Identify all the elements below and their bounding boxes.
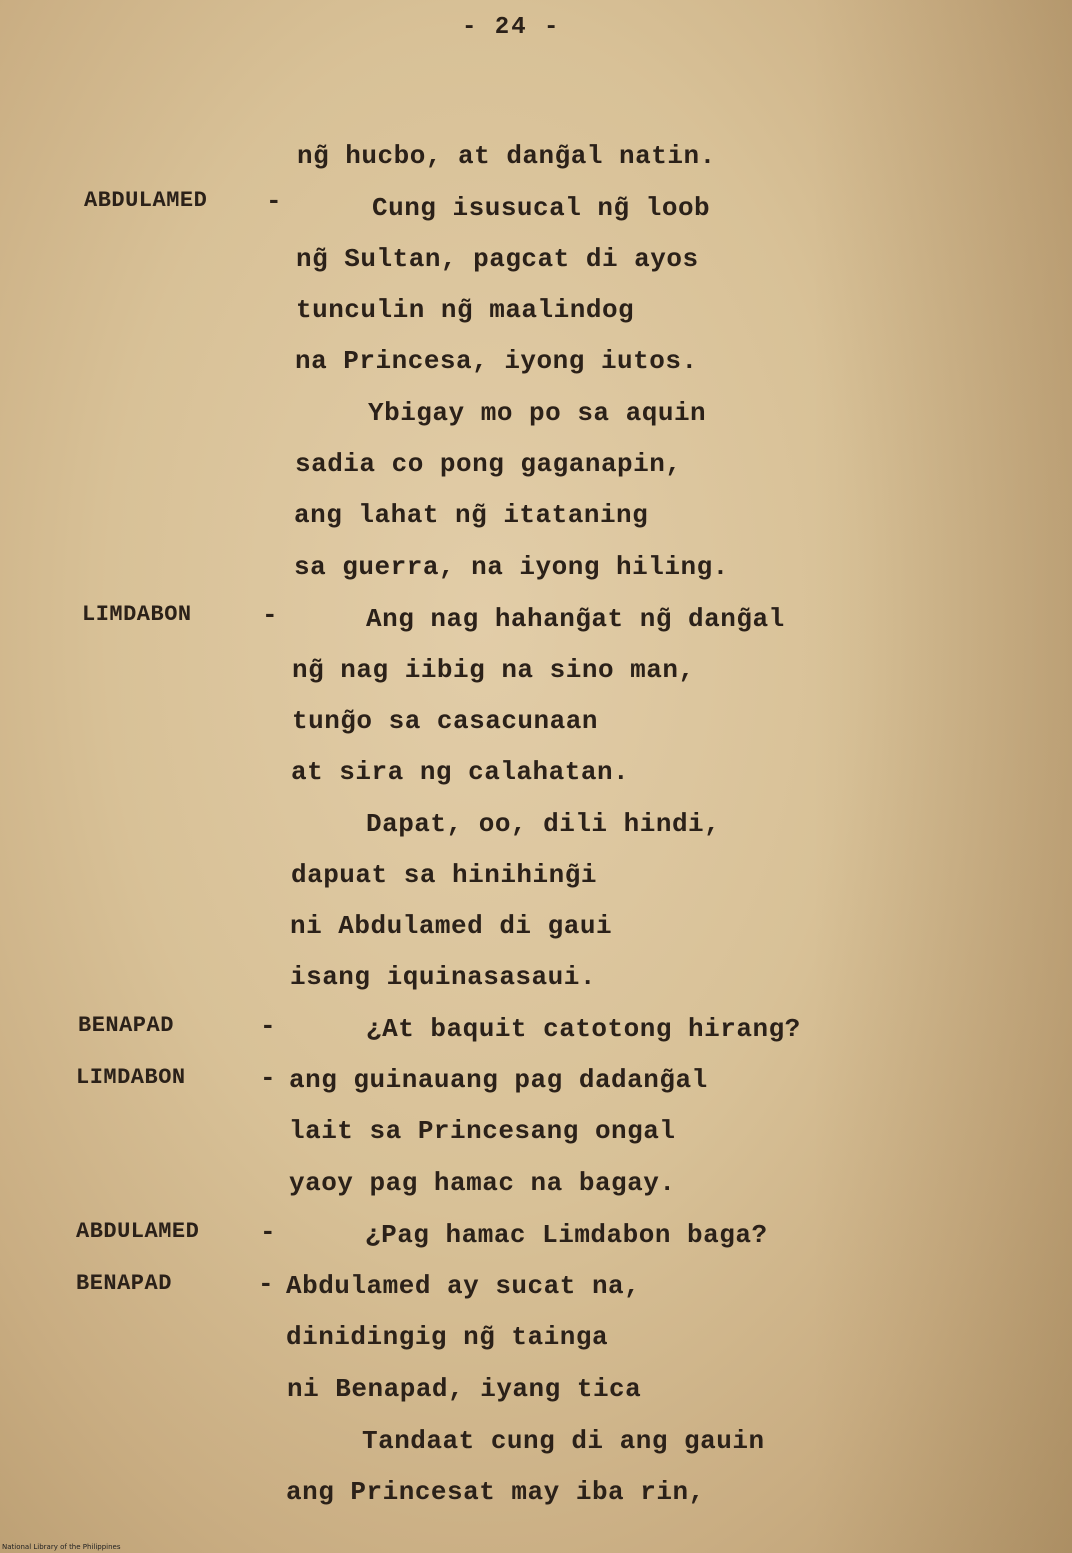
verse-line: at sira ng calahatan. — [291, 757, 630, 787]
verse-line: dapuat sa hinihing̃i — [291, 860, 597, 890]
speaker-label: ABDULAMED — [84, 188, 208, 213]
speaker-dash: - — [260, 1011, 276, 1041]
speaker-label: LIMDABON — [76, 1065, 186, 1090]
page-number: - 24 - — [462, 14, 561, 41]
speaker-dash: - — [262, 600, 278, 630]
verse-line: na Princesa, iyong iutos. — [295, 346, 698, 376]
speaker-label: ABDULAMED — [76, 1219, 200, 1244]
verse-line: ang guinauang pag dadang̃al — [289, 1065, 708, 1095]
verse-line: dinidingig ng̃ tainga — [286, 1322, 609, 1352]
verse-line: ni Abdulamed di gaui — [290, 911, 613, 941]
verse-line: ni Benapad, iyang tica — [287, 1374, 642, 1404]
verse-line: ang Princesat may iba rin, — [286, 1477, 705, 1507]
page-shadow — [812, 0, 1072, 1553]
verse-line: tung̃o sa casacunaan — [292, 706, 598, 736]
speaker-dash: - — [258, 1269, 274, 1299]
verse-line: Ang nag hahang̃at ng̃ dang̃al — [366, 604, 785, 634]
verse-line: Abdulamed ay sucat na, — [286, 1271, 641, 1301]
speaker-label: LIMDABON — [82, 602, 192, 627]
speaker-label: BENAPAD — [76, 1271, 172, 1296]
verse-line: tunculin ng̃ maalindog — [296, 295, 635, 325]
verse-line: lait sa Princesang ongal — [289, 1116, 676, 1146]
speaker-dash: - — [266, 186, 282, 216]
verse-line: isang iquinasasaui. — [290, 962, 596, 992]
verse-line: ang lahat ng̃ itataning — [294, 500, 649, 530]
verse-line: ng̃ nag iibig na sino man, — [292, 655, 695, 685]
speaker-label: BENAPAD — [78, 1013, 174, 1038]
speaker-dash: - — [260, 1217, 276, 1247]
verse-line: Cung isusucal ng̃ loob — [372, 193, 711, 223]
verse-line: sa guerra, na iyong hiling. — [294, 552, 729, 582]
verse-line: ¿Pag hamac Limdabon baga? — [365, 1220, 768, 1250]
library-footer: National Library of the Philippines — [2, 1543, 121, 1551]
verse-line: ¿At baquit catotong hirang? — [366, 1014, 801, 1044]
verse-line: ng̃ Sultan, pagcat di ayos — [296, 244, 699, 274]
speaker-dash: - — [260, 1063, 276, 1093]
verse-line: Ybigay mo po sa aquin — [368, 398, 707, 428]
verse-line: Tandaat cung di ang gauin — [362, 1426, 765, 1456]
verse-line: sadia co pong gaganapin, — [295, 449, 682, 479]
verse-line: Dapat, oo, dili hindi, — [366, 809, 721, 839]
verse-line: yaoy pag hamac na bagay. — [289, 1168, 676, 1198]
verse-line: ng̃ hucbo, at dang̃al natin. — [297, 141, 716, 171]
